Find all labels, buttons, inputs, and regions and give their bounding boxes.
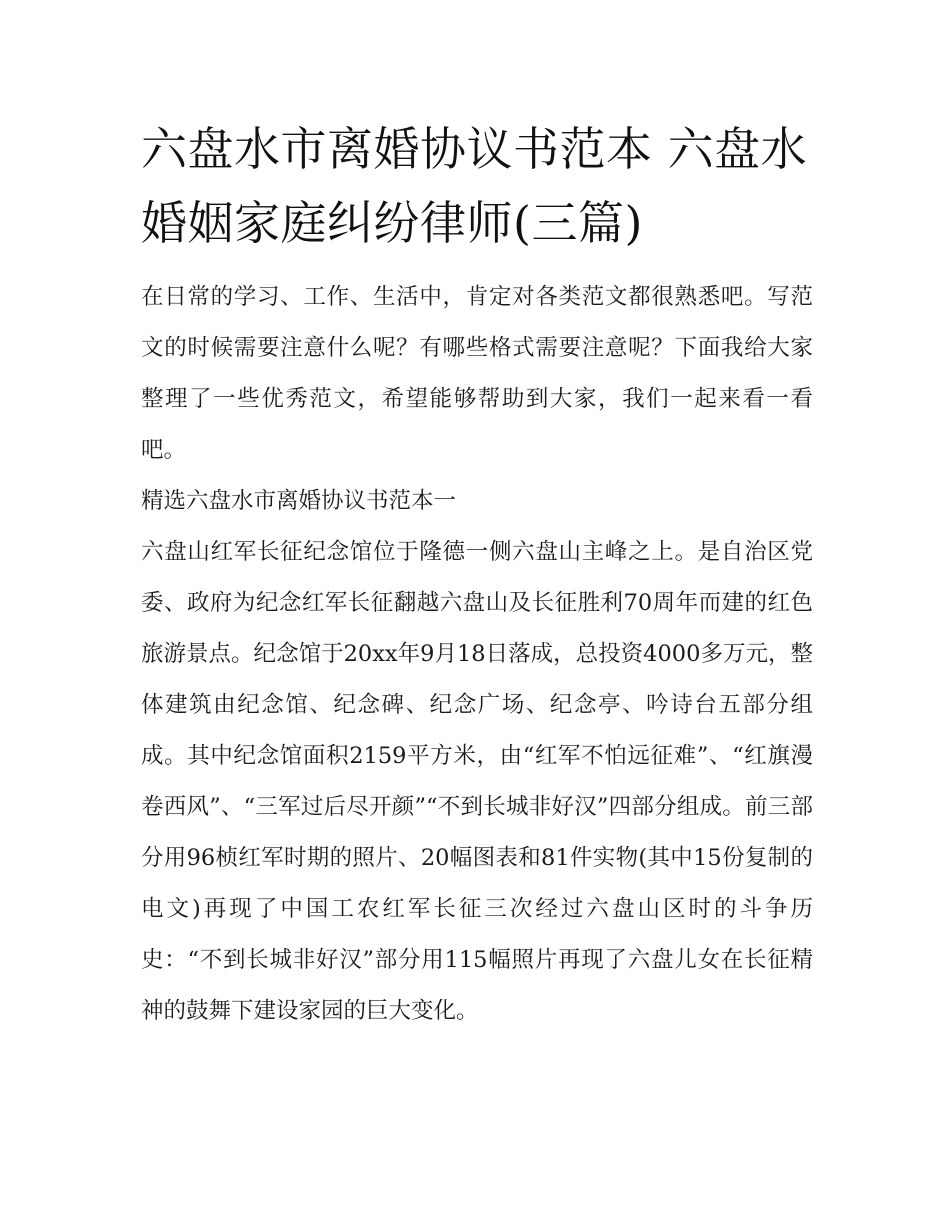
body-paragraph: 六盘山红军长征纪念馆位于隆德一侧六盘山主峰之上。是自治区党委、政府为纪念红军长征翻越六盘山及长征胜利70周年而建的红色旅游景点。纪念馆于20xx年9月18日落成，总投资4000多万元，整体建筑由纪念馆、纪念碑、纪念广场、纪念亭、吟诗台五部分组成。其中纪念馆面积2159平方米，由“红军不怕远征难”、“红旗漫卷西风”、“三军过后尽开颜”“不到长城非好汉”四部分组成。前三部分用96桢红军时期的照片、20幅图表和81件实物(其中15份复制的电文)再现了中国工农红军长征三次经过六盘山区时的斗争历史：“不到长城非好汉”部分用115幅照片再现了六盘儿女在长征精神的鼓舞下建设家园的巨大变化。 (141, 539, 813, 1024)
document-content (141, 112, 813, 1037)
intro-paragraph: 在日常的学习、工作、生活中，肯定对各类范文都很熟悉吧。写范文的时候需要注意什么呢？有哪些格式需要注意呢？下面我给大家整理了一些优秀范文，希望能够帮助到大家，我们一起来看一看吧。 (141, 284, 813, 463)
document-title: 六盘水市离婚协议书范本 六盘水婚姻家庭纠纷律师(三篇) (141, 122, 808, 250)
section-heading: 精选六盘水市离婚协议书范本一 (141, 488, 457, 514)
